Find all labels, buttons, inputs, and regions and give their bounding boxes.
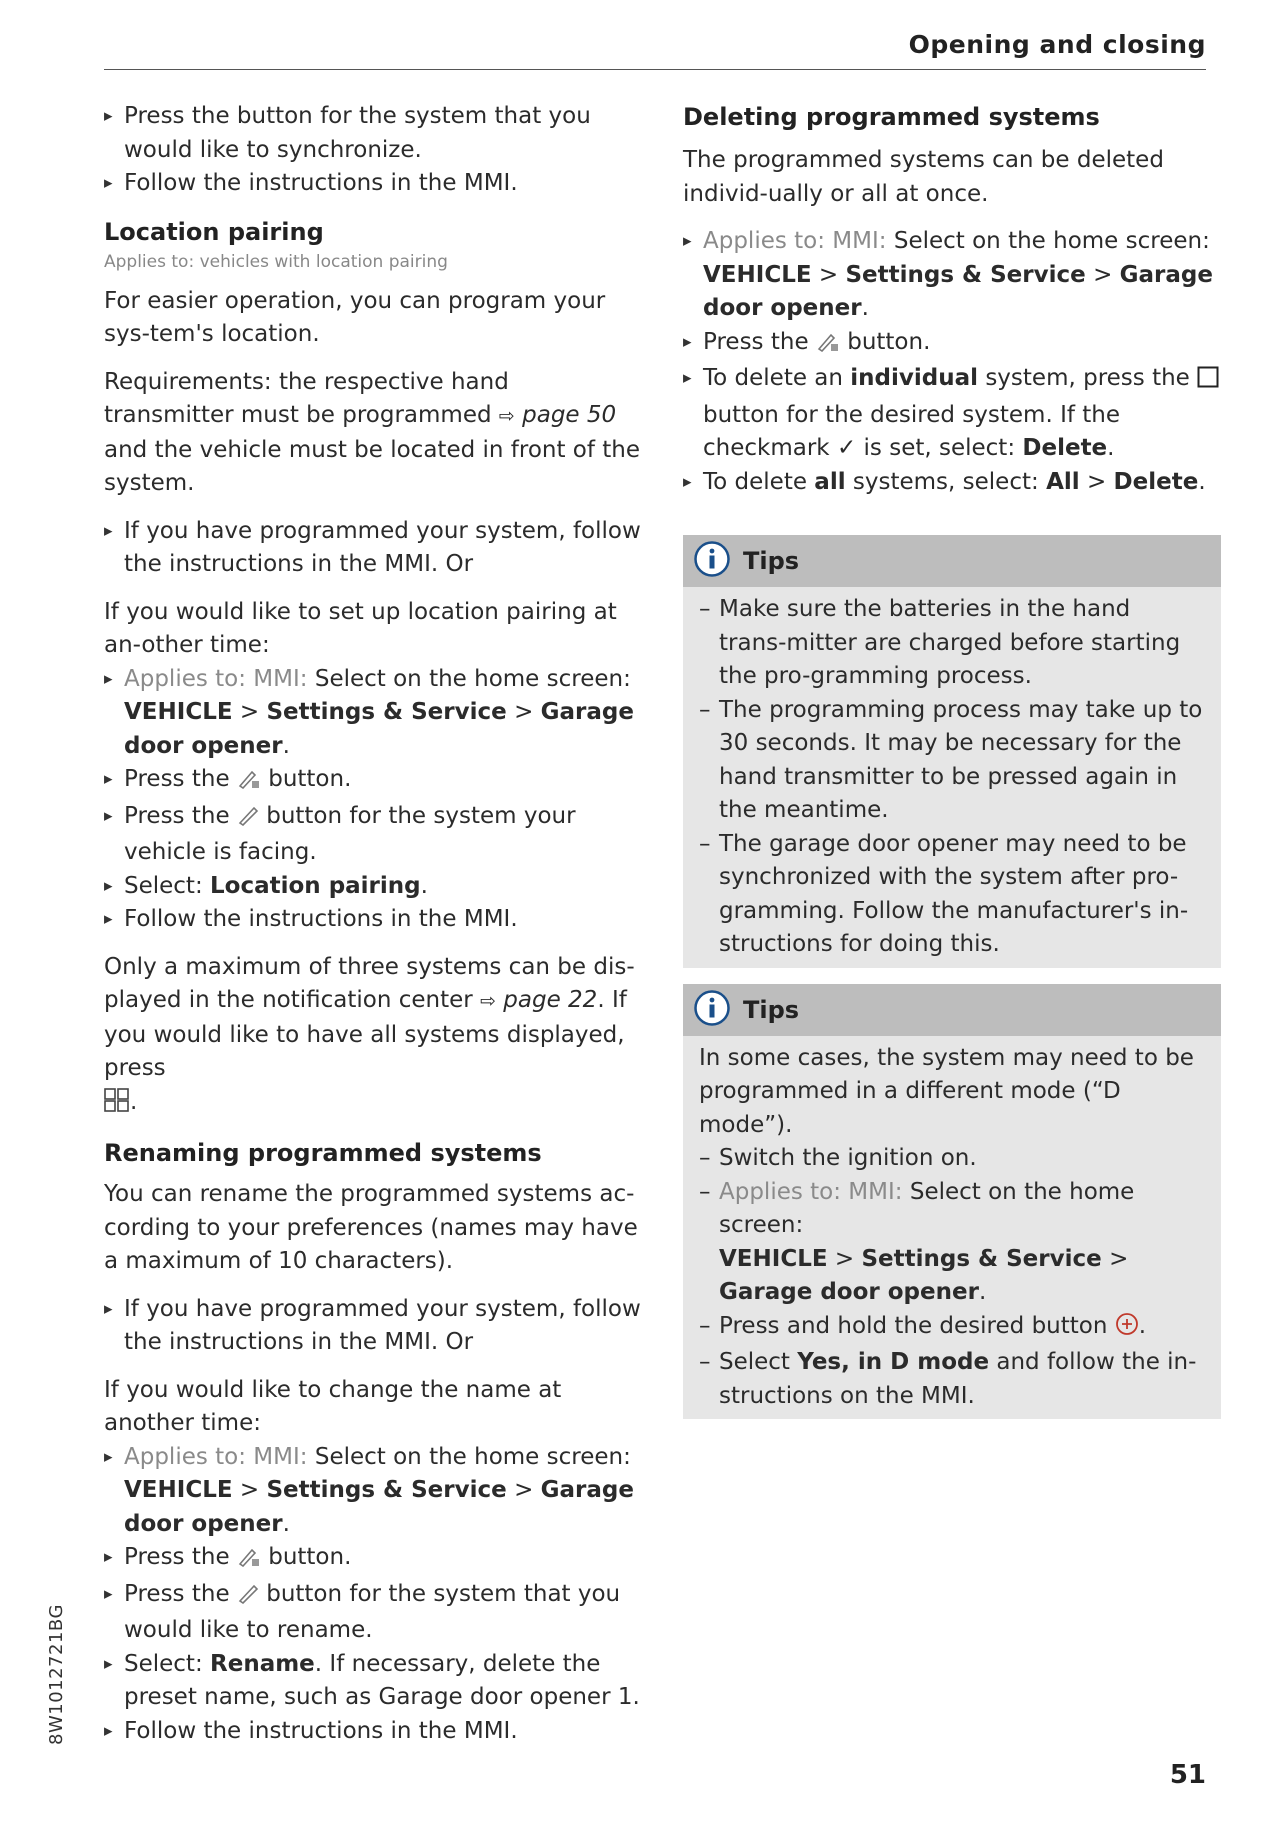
list-item: ▸ Select: Location pairing. xyxy=(104,870,644,904)
pencil-settings-icon xyxy=(816,329,840,363)
tips-title: Tips xyxy=(743,995,800,1024)
paragraph: You can rename the programmed systems ac-cording to your preferences (names may have a maximum of 10 characters). xyxy=(104,1181,638,1274)
renaming-steps xyxy=(104,1441,644,1749)
list-item: ▸ Follow the instructions in the MMI. xyxy=(104,167,644,201)
list-item: ▸ If you have programmed your system, follow the instructions in the MMI. Or xyxy=(104,515,644,582)
paragraph: If you would like to change the name at another time: xyxy=(104,1376,562,1436)
list-item: – The programming process may take up to 30 seconds. It may be necessary for the hand transmitter to be pressed again in the meantime. xyxy=(699,694,1205,828)
paragraph: For easier operation, you can program your sys-tem's location. xyxy=(104,287,606,347)
grid-icon xyxy=(104,1088,130,1123)
list-item: ▸ Press the button. xyxy=(104,763,644,800)
right-column xyxy=(683,100,1221,1435)
page-reference[interactable]: page 22 xyxy=(503,987,598,1013)
list-item: ▸ To delete all systems, select: All > Delete. xyxy=(683,466,1221,500)
tips-header xyxy=(683,984,1221,1036)
list-item: ▸ Select: Rename. If necessary, delete the preset name, such as Garage door opener 1. xyxy=(104,1648,644,1715)
applies-note: Applies to: vehicles with location pairing xyxy=(104,251,448,272)
list-item: ▸ Press the button for the system that you would like to rename. xyxy=(104,1578,644,1648)
plus-circle-icon xyxy=(1115,1312,1139,1347)
info-icon xyxy=(693,540,731,582)
tips-header xyxy=(683,535,1221,587)
list-item: ▸ Press the button for the system that you would like to synchronize. xyxy=(104,100,644,167)
list-item: ▸ Follow the instructions in the MMI. xyxy=(104,903,644,937)
info-icon xyxy=(693,989,731,1031)
location-pairing-steps xyxy=(104,663,644,937)
pencil-icon xyxy=(237,1581,259,1615)
requirements-paragraph: Requirements: the respective hand transmitter must be programmed ⇨ page 50 and the vehicle must be located in front of the system. xyxy=(104,368,641,496)
list-item: – Select Yes, in D mode and follow the in-structions on the MMI. xyxy=(699,1346,1205,1413)
header-divider xyxy=(104,69,1206,70)
deleting-heading: Deleting programmed systems xyxy=(683,103,1100,131)
pencil-settings-icon xyxy=(237,766,261,800)
renaming-heading: Renaming programmed systems xyxy=(104,1139,542,1167)
pencil-icon xyxy=(237,803,259,837)
arrow-right-icon: ⇨ xyxy=(480,990,496,1012)
tips-box-1 xyxy=(683,535,1221,968)
arrow-right-icon: ⇨ xyxy=(498,405,515,427)
list-item: ▸ If you have programmed your system, follow the instructions in the MMI. Or xyxy=(104,1293,644,1360)
page-number: 51 xyxy=(1169,1760,1206,1790)
list-item: – Press and hold the desired button . xyxy=(699,1310,1205,1347)
page-reference[interactable]: page 50 xyxy=(522,402,617,428)
left-column xyxy=(104,100,644,1762)
deleting-steps xyxy=(683,225,1221,499)
list-item: – The garage door opener may need to be synchronized with the system after pro-gramming. Follow the manufacturer's in-structions for doing this. xyxy=(699,828,1205,962)
paragraph: If you would like to set up location pairing at an-other time: xyxy=(104,598,617,658)
list-item: ▸ Applies to: MMI: Select on the home screen: VEHICLE > Settings & Service > Garage door opener. xyxy=(104,1441,644,1542)
tips-title: Tips xyxy=(743,547,800,575)
section-title: Opening and closing xyxy=(908,30,1206,59)
list-item: – Switch the ignition on. xyxy=(699,1142,1205,1176)
list-item: ▸ Press the button. xyxy=(104,1541,644,1578)
location-pairing-heading: Location pairing xyxy=(104,217,324,246)
tips-intro: In some cases, the system may need to be programmed in a different mode (“D mode”). xyxy=(699,1044,1194,1138)
paragraph: The programmed systems can be deleted individ-ually or all at once. xyxy=(683,147,1164,207)
list-item: ▸ Press the button for the system your vehicle is facing. xyxy=(104,800,644,870)
tips-box-2 xyxy=(683,984,1221,1420)
list-item: ▸ Press the button. xyxy=(683,326,1221,363)
pencil-settings-icon xyxy=(237,1544,261,1578)
list-item: – Make sure the batteries in the hand trans-mitter are charged before starting the pro-gramming process. xyxy=(699,593,1205,694)
list-item: ▸ Applies to: MMI: Select on the home screen: VEHICLE > Settings & Service > Garage door opener. xyxy=(104,663,644,764)
intro-steps xyxy=(104,100,644,201)
spine-code: 8W1012721BG xyxy=(46,1604,67,1745)
list-item: ▸ Follow the instructions in the MMI. xyxy=(104,1715,644,1749)
list-item: ▸ To delete an individual system, press the button for the desired system. If the checkmark ✓ is set, select: Delete. xyxy=(683,362,1221,466)
list-item: ▸ Applies to: MMI: Select on the home screen: VEHICLE > Settings & Service > Garage door opener. xyxy=(683,225,1221,326)
list-item: – Applies to: MMI: Select on the home screen: VEHICLE > Settings & Service > Garage door opener. xyxy=(699,1176,1205,1310)
checkbox-icon xyxy=(1197,365,1219,399)
notification-paragraph: Only a maximum of three systems can be dis-played in the notification center ⇨ page 22. If you would like to have all systems displayed, press . xyxy=(104,951,644,1123)
checkmark-icon: ✓ xyxy=(836,435,857,461)
